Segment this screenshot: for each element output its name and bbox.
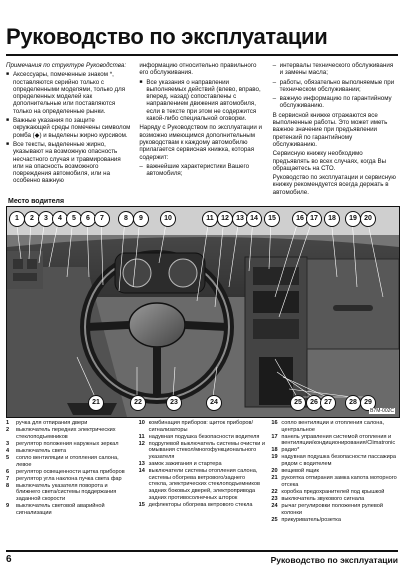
legend-item bbox=[271, 447, 398, 454]
legend-item bbox=[139, 502, 266, 509]
legend-text: замок зажигания и стартера bbox=[148, 461, 222, 468]
legend-number: 25 bbox=[271, 516, 278, 523]
intro-paragraph: Примечания по структуре Руководства: bbox=[6, 62, 127, 69]
legend-number: 13 bbox=[138, 461, 145, 468]
legend-col-3 bbox=[271, 420, 398, 548]
legend-number: 10 bbox=[138, 420, 145, 426]
legend-item bbox=[271, 434, 398, 447]
legend-item bbox=[271, 475, 398, 488]
callout-29: 29 bbox=[360, 395, 376, 411]
callout-9: 9 bbox=[133, 211, 149, 227]
legend-number: 15 bbox=[138, 501, 145, 508]
intro-paragraph: Руководство по эксплуатации и сервисную книжку рекомендуется всегда держать в автомобиле. bbox=[272, 174, 396, 196]
callout-11: 11 bbox=[202, 211, 218, 227]
legend-number: 1 bbox=[6, 420, 10, 426]
legend-item bbox=[271, 496, 398, 503]
callout-23: 23 bbox=[166, 395, 182, 411]
legend-text: выключатель световой аварийной сигнализации bbox=[16, 503, 105, 516]
legend-item bbox=[6, 476, 133, 483]
legend-item bbox=[6, 420, 133, 427]
legend-text: сопло вентиляции и отопления салона, левое bbox=[16, 454, 119, 468]
legend-number: 2 bbox=[6, 427, 10, 434]
legend-col-1 bbox=[6, 420, 133, 548]
callout-13: 13 bbox=[232, 211, 248, 227]
legend-number: 6 bbox=[6, 468, 10, 475]
legend-text: выключатель света bbox=[16, 447, 67, 454]
page-title: Руководство по эксплуатации bbox=[6, 24, 328, 49]
legend-text: дефлекторы обогрева ветрового стекла bbox=[148, 501, 253, 508]
legend-number: 21 bbox=[271, 475, 278, 482]
legend-text: прикуриватель/розетка bbox=[281, 516, 341, 523]
legend-text: выключатели системы отопления салона, системы обогрева ветрового/заднего стекла, электрических стеклоподъемников задних боковых дверей, электропривода задних противосолнечных шторок bbox=[148, 468, 261, 501]
callout-26: 26 bbox=[306, 395, 322, 411]
legend-number: 17 bbox=[271, 433, 278, 440]
legend-item bbox=[6, 469, 133, 476]
legend-number: 9 bbox=[6, 503, 10, 510]
intro-paragraph: В сервисной книжке отражаются все выполненные работы. Это может иметь важное значение при предъявлении претензий по гарантийному обслуживанию. bbox=[272, 111, 388, 148]
legend-item bbox=[271, 468, 398, 475]
legend-item bbox=[271, 517, 398, 524]
legend-number: 16 bbox=[271, 420, 278, 426]
legend-number: 18 bbox=[271, 447, 278, 454]
legend-item bbox=[6, 455, 133, 468]
legend-number: 19 bbox=[271, 454, 278, 461]
legend-text: надувная подушка безопасности пассажира рядом с водителем bbox=[281, 454, 397, 468]
legend bbox=[6, 420, 398, 548]
callout-3: 3 bbox=[38, 211, 54, 227]
callout-6: 6 bbox=[80, 211, 96, 227]
legend-item bbox=[6, 427, 133, 440]
legend-text: ручка для отпирания двери bbox=[16, 420, 88, 426]
legend-item bbox=[139, 461, 266, 468]
callout-18: 18 bbox=[324, 211, 340, 227]
legend-item bbox=[6, 441, 133, 448]
dashboard-photo bbox=[6, 206, 400, 418]
legend-item bbox=[139, 468, 266, 501]
legend-item bbox=[6, 503, 133, 516]
legend-item bbox=[271, 503, 398, 516]
intro-paragraph: – интервалы технического обслуживания и замены масла; bbox=[273, 62, 398, 77]
intro-paragraph: ■ Все тексты, выделенные жирно, указывают на возможную опасность несчастного случая и травмирования или на опасность возможного повреждения автомобиля, или на особенно важную bbox=[6, 141, 131, 185]
legend-number: 11 bbox=[138, 433, 145, 440]
legend-number: 7 bbox=[6, 475, 10, 482]
legend-number: 4 bbox=[6, 447, 10, 454]
legend-item bbox=[6, 448, 133, 455]
legend-item bbox=[139, 434, 266, 441]
legend-text: рукоятка отпирания замка капота моторного отсека bbox=[281, 475, 397, 488]
legend-text: вещевой ящик bbox=[281, 468, 319, 475]
legend-item bbox=[271, 489, 398, 496]
intro-paragraph: ■ Аксессуары, помеченные знаком *, поставляются серийно только с определенными моделями, только для определенных моделей как дополнительные или поставляются только на определенные рынки. bbox=[6, 71, 131, 115]
callout-5: 5 bbox=[66, 211, 82, 227]
legend-item bbox=[139, 441, 266, 461]
legend-number: 14 bbox=[138, 468, 145, 475]
legend-text: подрулевой выключатель системы очистки и омывания стекол/многофункционального указателя bbox=[148, 440, 266, 460]
callout-8: 8 bbox=[118, 211, 134, 227]
legend-text: радио* bbox=[281, 447, 300, 454]
intro-paragraph: ■ Важные указания по защите окружающей среды помечены символом ромба (◆) и выделены жирно курсивом. bbox=[6, 117, 131, 139]
intro-paragraph: информацию относительно правильного его обслуживания. bbox=[139, 62, 257, 77]
legend-number: 23 bbox=[271, 496, 278, 503]
callout-12: 12 bbox=[217, 211, 233, 227]
callout-15: 15 bbox=[264, 211, 280, 227]
section-label: Место водителя bbox=[8, 198, 65, 205]
legend-number: 20 bbox=[271, 468, 278, 475]
callout-20: 20 bbox=[360, 211, 376, 227]
callout-25: 25 bbox=[290, 395, 306, 411]
callout-7: 7 bbox=[94, 211, 110, 227]
footer-rule bbox=[6, 550, 398, 552]
legend-item bbox=[271, 454, 398, 467]
legend-number: 12 bbox=[138, 440, 145, 447]
intro-paragraph: Наряду с Руководством по эксплуатации и возможно имеющимся дополнительным руководствам к каждому автомобилю прилагается сервисная книжка, которая содержит: bbox=[139, 124, 262, 161]
legend-number: 24 bbox=[271, 503, 278, 510]
legend-text: панель управления системой отопления и вентиляции/кондиционирования/Climatronic bbox=[281, 433, 396, 447]
legend-item bbox=[271, 420, 398, 433]
legend-text: сопло вентиляции и отопления салона, центральное bbox=[281, 420, 385, 433]
footer-title: Руководство по эксплуатации bbox=[270, 555, 398, 565]
legend-text: регулятор угла наклона пучка света фар bbox=[16, 475, 122, 482]
legend-number: 8 bbox=[6, 482, 10, 489]
callout-14: 14 bbox=[246, 211, 262, 227]
callout-2: 2 bbox=[24, 211, 40, 227]
callout-10: 10 bbox=[160, 211, 176, 227]
callout-4: 4 bbox=[52, 211, 68, 227]
glovebox bbox=[307, 259, 399, 349]
legend-text: надувная подушка безопасности водителя bbox=[148, 433, 260, 440]
legend-number: 3 bbox=[6, 440, 10, 447]
intro-paragraph: – работы, обязательно выполняемые при техническом обслуживании; bbox=[273, 79, 398, 94]
legend-text: регулятор положения наружных зеркал bbox=[16, 440, 119, 447]
page-number: 6 bbox=[6, 554, 12, 565]
callout-22: 22 bbox=[130, 395, 146, 411]
intro-paragraph: – важнейшие характеристики Вашего автомобиля; bbox=[139, 163, 264, 178]
dashboard-illustration bbox=[7, 207, 399, 417]
legend-item bbox=[139, 420, 266, 433]
callout-1: 1 bbox=[9, 211, 25, 227]
legend-number: 5 bbox=[6, 454, 10, 461]
callout-19: 19 bbox=[345, 211, 361, 227]
photo-code: B7M-002C bbox=[370, 408, 394, 414]
callout-24: 24 bbox=[206, 395, 222, 411]
legend-text: выключатель звукового сигнала bbox=[281, 496, 365, 503]
title-rule bbox=[6, 54, 398, 56]
legend-text: комбинация приборов: щиток приборов/сигнализаторы bbox=[148, 420, 254, 433]
legend-text: выключатель указателя поворота и ближнего света/системы поддержания заданной скорости bbox=[16, 482, 117, 503]
callout-28: 28 bbox=[345, 395, 361, 411]
legend-text: рычаг регулировки положения рулевой колонки bbox=[281, 503, 384, 516]
callout-17: 17 bbox=[306, 211, 322, 227]
legend-col-2 bbox=[139, 420, 266, 548]
intro-paragraph: ■ Все указания о направлении выполняемых действий (влево, вправо, вперед, назад) сопоставлены с направлением движения автомобиля, если в тексте при этом не содержится какой-либо специальной оговорки. bbox=[139, 79, 264, 123]
legend-text: выключатель передних электрических стеклоподъемников bbox=[16, 427, 116, 440]
legend-text: коробка предохранителей под крышкой bbox=[281, 488, 385, 495]
intro-paragraph: – важную информацию по гарантийному обслуживанию. bbox=[273, 95, 398, 110]
intro-paragraph: Сервисную книжку необходимо предъявлять во всех случаях, когда Вы обращаетесь на СТО. bbox=[272, 150, 387, 172]
callout-21: 21 bbox=[88, 395, 104, 411]
legend-item bbox=[6, 483, 133, 503]
legend-number: 22 bbox=[271, 488, 278, 495]
callout-27: 27 bbox=[320, 395, 336, 411]
callout-16: 16 bbox=[292, 211, 308, 227]
legend-text: регулятор освещенности щитка приборов bbox=[16, 468, 125, 475]
